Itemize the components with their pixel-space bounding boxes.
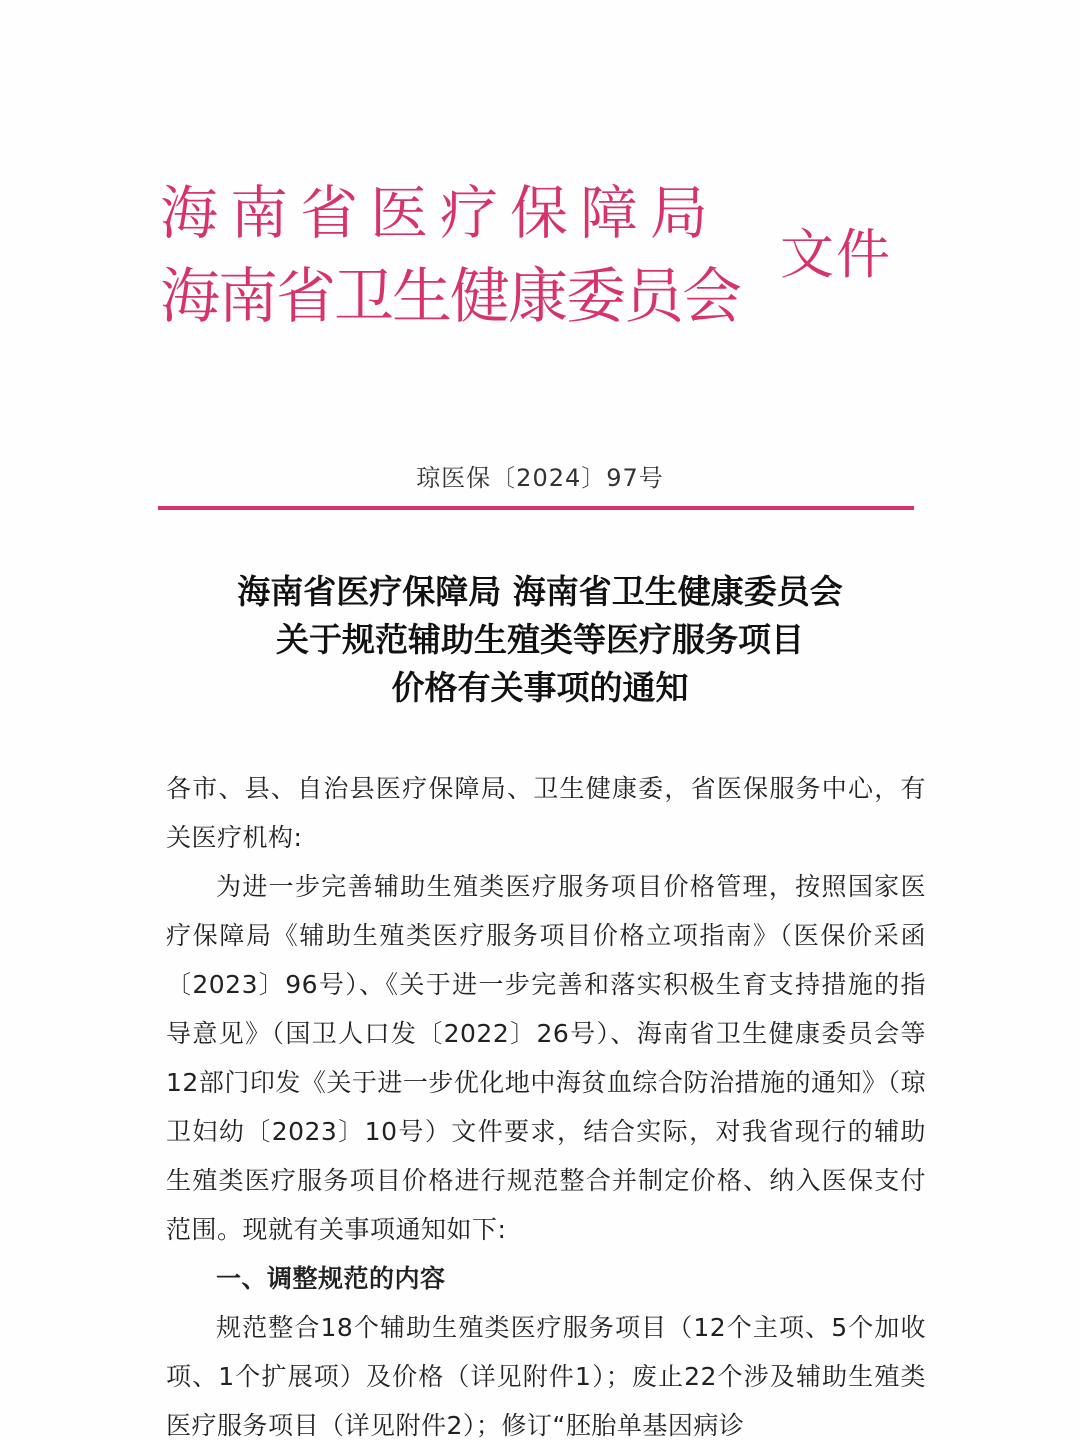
document-title: [0, 568, 1080, 712]
document-body: [166, 764, 926, 1450]
issuer-name-health-commission: 海南省卫生健康委员会: [160, 262, 740, 332]
document-type-label: 文件: [780, 223, 892, 286]
document-header: [160, 178, 920, 338]
title-line-3: 价格有关事项的通知: [391, 668, 689, 707]
issuer-name-medical-security-bureau: 海南省医疗保障局: [160, 179, 721, 247]
red-divider-line: [158, 506, 914, 510]
section-heading: 一、调整规范的内容: [216, 1264, 446, 1293]
body-paragraph: 规范整合18个辅助生殖类医疗服务项目（12个主项、5个加收项、1个扩展项）及价格（详见附件1）；废止22个涉及辅助生殖类医疗服务项目（详见附件2）；修订“胚胎单基因病诊: [166, 1313, 926, 1440]
document-number: 琼医保〔2024〕97号: [416, 464, 664, 492]
title-line-2: 关于规范辅助生殖类等医疗服务项目: [276, 620, 804, 659]
body-paragraph: 为进一步完善辅助生殖类医疗服务项目价格管理，按照国家医疗保障局《辅助生殖类医疗服务项目价格立项指南》（医保价采函〔2023〕96号）、《关于进一步完善和落实积极生育支持措施的指导意见》（国卫人口发〔2022〕26号）、海南省卫生健康委员会等12部门印发《关于进一步优化地中海贫血综合防治措施的通知》（琼卫妇幼〔2023〕10号）文件要求，结合实际，对我省现行的辅助生殖类医疗服务项目价格进行规范整合并制定价格、纳入医保支付范围。现就有关事项通知如下:: [166, 872, 926, 1244]
addressee: 各市、县、自治县医疗保障局、卫生健康委，省医保服务中心，有关医疗机构:: [166, 774, 926, 852]
title-line-1: 海南省医疗保障局 海南省卫生健康委员会: [237, 572, 843, 611]
